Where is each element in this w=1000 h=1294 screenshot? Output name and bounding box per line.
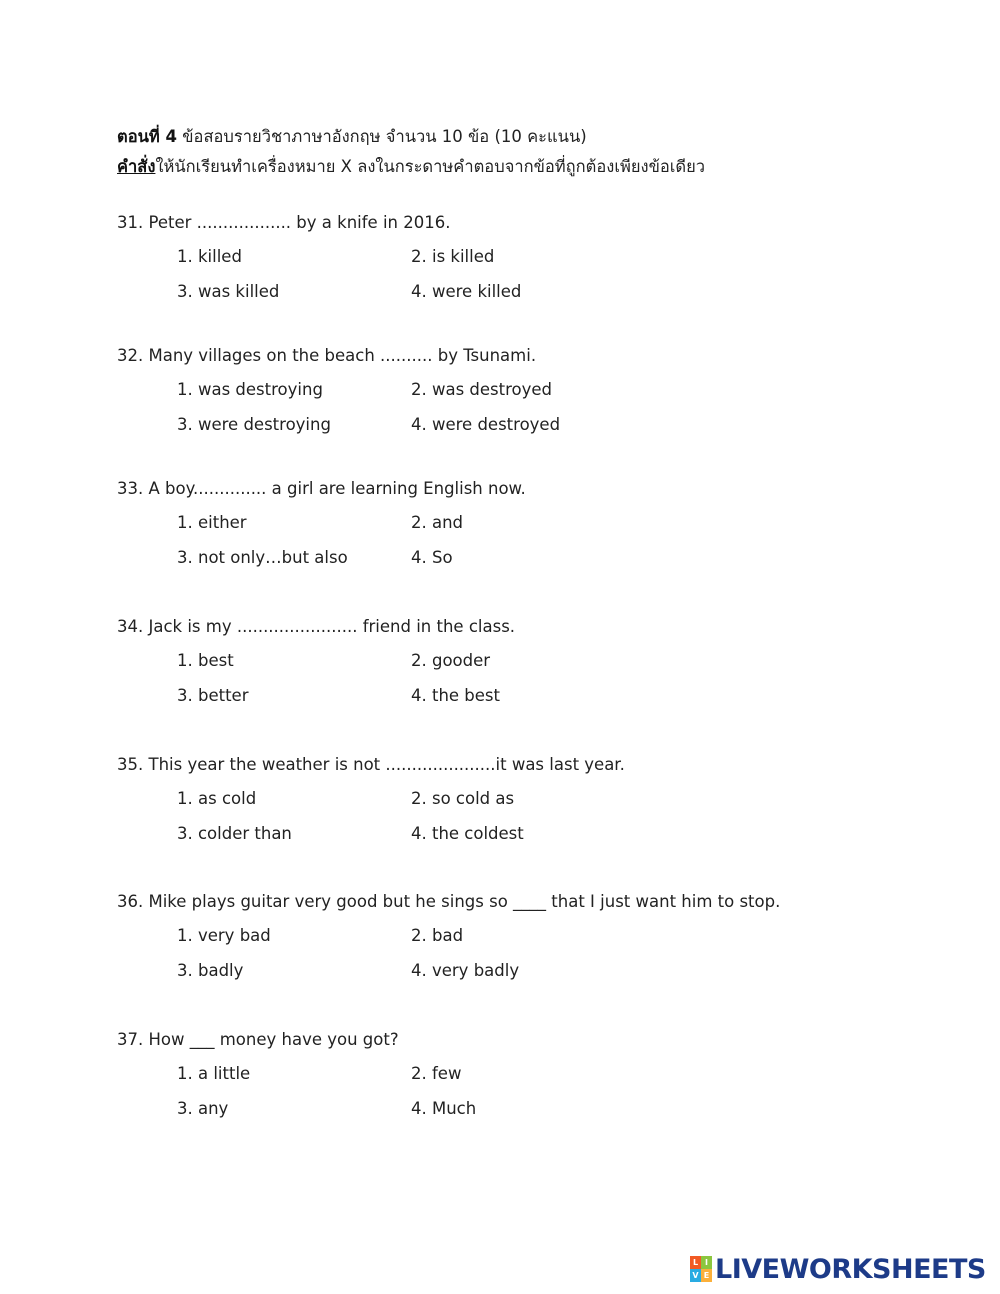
option-1[interactable]: 1. as cold bbox=[177, 789, 257, 808]
option-2[interactable]: 2. few bbox=[411, 1064, 462, 1083]
option-2[interactable]: 2. was destroyed bbox=[411, 380, 553, 399]
question-34 bbox=[117, 616, 516, 705]
option-1[interactable]: 1. was destroying bbox=[177, 380, 323, 399]
option-4[interactable]: 4. the best bbox=[411, 686, 501, 705]
section-header bbox=[117, 122, 705, 182]
logo-text: LIVEWORKSHEETS bbox=[715, 1253, 986, 1285]
option-3[interactable]: 3. colder than bbox=[177, 824, 292, 843]
option-4[interactable]: 4. So bbox=[411, 548, 453, 567]
option-2[interactable]: 2. and bbox=[411, 513, 464, 532]
option-3[interactable]: 3. were destroying bbox=[177, 415, 331, 434]
question-stem: 37. How ___ money have you got? bbox=[117, 1030, 399, 1049]
option-3[interactable]: 3. not only…but also bbox=[177, 548, 348, 567]
question-35 bbox=[117, 754, 625, 843]
instructions-text: ให้นักเรียนทำเครื่องหมาย X ลงในกระดาษคำตอบจากข้อที่ถูกต้องเพียงข้อเดียว bbox=[155, 157, 706, 176]
question-37 bbox=[117, 1029, 477, 1118]
option-1[interactable]: 1. very bad bbox=[177, 926, 271, 945]
instructions bbox=[117, 152, 705, 182]
question-stem: 33. A boy.............. a girl are learning English now. bbox=[117, 479, 526, 498]
part-description: ข้อสอบรายวิชาภาษาอังกฤษ จำนวน 10 ข้อ (10 คะแนน) bbox=[177, 127, 587, 146]
option-4[interactable]: 4. were killed bbox=[411, 282, 522, 301]
option-3[interactable]: 3. was killed bbox=[177, 282, 280, 301]
question-31 bbox=[117, 212, 522, 301]
question-33 bbox=[117, 478, 526, 567]
question-stem: 36. Mike plays guitar very good but he sings so ____ that I just want him to stop. bbox=[117, 892, 781, 911]
option-2[interactable]: 2. is killed bbox=[411, 247, 495, 266]
liveworksheets-logo bbox=[690, 1254, 986, 1284]
question-stem: 35. This year the weather is not .....................it was last year. bbox=[117, 755, 625, 774]
option-1[interactable]: 1. best bbox=[177, 651, 234, 670]
question-32 bbox=[117, 345, 561, 434]
option-1[interactable]: 1. either bbox=[177, 513, 247, 532]
option-4[interactable]: 4. Much bbox=[411, 1099, 477, 1118]
option-2[interactable]: 2. so cold as bbox=[411, 789, 515, 808]
option-3[interactable]: 3. any bbox=[177, 1099, 229, 1118]
question-36 bbox=[117, 891, 781, 980]
option-4[interactable]: 4. were destroyed bbox=[411, 415, 561, 434]
logo-icon: L I V E bbox=[690, 1256, 712, 1282]
instructions-label: คำสั่ง bbox=[117, 157, 156, 176]
question-stem: 34. Jack is my ....................... friend in the class. bbox=[117, 617, 516, 636]
option-4[interactable]: 4. very badly bbox=[411, 961, 520, 980]
option-1[interactable]: 1. a little bbox=[177, 1064, 251, 1083]
question-stem: 31. Peter .................. by a knife in 2016. bbox=[117, 213, 451, 232]
part-label: ตอนที่ 4 bbox=[117, 127, 178, 146]
option-3[interactable]: 3. better bbox=[177, 686, 249, 705]
option-2[interactable]: 2. bad bbox=[411, 926, 464, 945]
part-title bbox=[117, 122, 705, 152]
question-stem: 32. Many villages on the beach .......... by Tsunami. bbox=[117, 346, 537, 365]
option-2[interactable]: 2. gooder bbox=[411, 651, 491, 670]
option-3[interactable]: 3. badly bbox=[177, 961, 244, 980]
option-4[interactable]: 4. the coldest bbox=[411, 824, 524, 843]
option-1[interactable]: 1. killed bbox=[177, 247, 242, 266]
